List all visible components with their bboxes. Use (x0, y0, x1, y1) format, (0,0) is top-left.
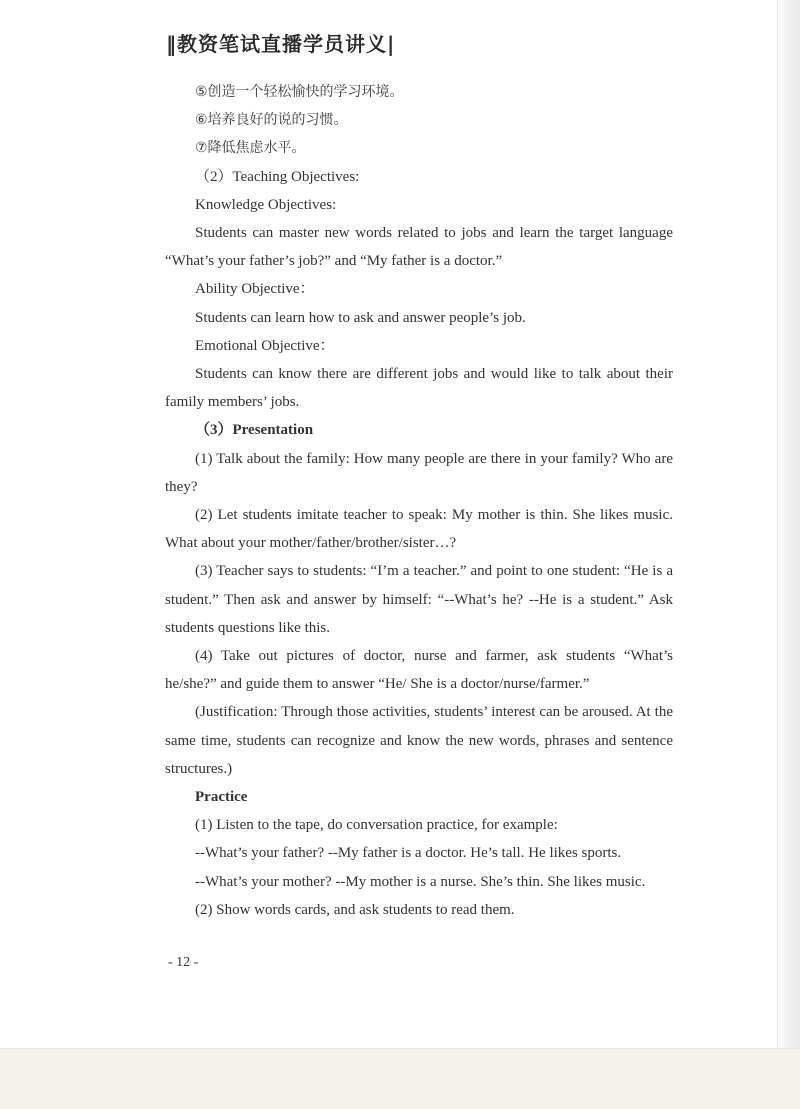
objective-item-7: ⑦降低焦虑水平。 (195, 140, 306, 157)
section-heading-presentation: （3）Presentation (195, 422, 314, 439)
presentation-step-2: (2) Let students imitate teacher to speak: My mother is thin. She likes music. What about your mother/father/brother/sister…? (165, 507, 673, 552)
presentation-step-3: (3) Teacher says to students: “I’m a teacher.” and point to one student: “He is a student.” Then ask and answer by himself: “--What’s he? --He is a student.” Ask students questions like this. (165, 563, 673, 636)
objective-item-6: ⑥培养良好的说的习惯。 (195, 112, 348, 129)
subheading-knowledge-objectives: Knowledge Objectives: (195, 196, 337, 213)
presentation-step-1: (1) Talk about the family: How many people are there in your family? Who are they? (165, 450, 673, 495)
subheading-emotional-objective: Emotional Objective： (195, 337, 335, 354)
practice-step-1: (1) Listen to the tape, do conversation practice, for example: (195, 817, 558, 834)
page-header-title: ‖教资笔试直播学员讲义| (166, 32, 396, 56)
ability-objective-text: Students can learn how to ask and answer people’s job. (195, 309, 526, 326)
practice-step-2: (2) Show words cards, and ask students to read them. (195, 901, 515, 918)
subheading-ability-objective: Ability Objective： (195, 281, 315, 298)
scan-edge-shadow (777, 0, 800, 1048)
presentation-step-4: (4) Take out pictures of doctor, nurse and farmer, ask students “What’s he/she?” and guide them to answer “He/ She is a doctor/nurse/farmer.” (165, 648, 673, 693)
knowledge-objectives-text: Students can master new words related to jobs and learn the target language “What’s your father’s job?” and “My father is a doctor.” (165, 225, 673, 270)
practice-dialogue-father: --What’s your father? --My father is a doctor. He’s tall. He likes sports. (195, 845, 622, 862)
lecture-content (165, 78, 673, 924)
objective-item-5: ⑤创造一个轻松愉快的学习环境。 (195, 84, 404, 100)
page-number: - 12 - (168, 955, 199, 970)
emotional-objective-text: Students can know there are different jobs and would like to talk about their family members’ jobs. (165, 366, 673, 411)
justification-paragraph: (Justification: Through those activities, students’ interest can be aroused. At the same time, students can recognize and know the new words, phrases and sentence structures.) (165, 704, 673, 777)
section-heading-practice: Practice (195, 789, 248, 806)
practice-dialogue-mother: --What’s your mother? --My mother is a nurse. She’s thin. She likes music. (195, 873, 646, 890)
section-heading-teaching-objectives: （2）Teaching Objectives: (195, 168, 360, 185)
scan-bottom-margin (0, 1048, 800, 1109)
